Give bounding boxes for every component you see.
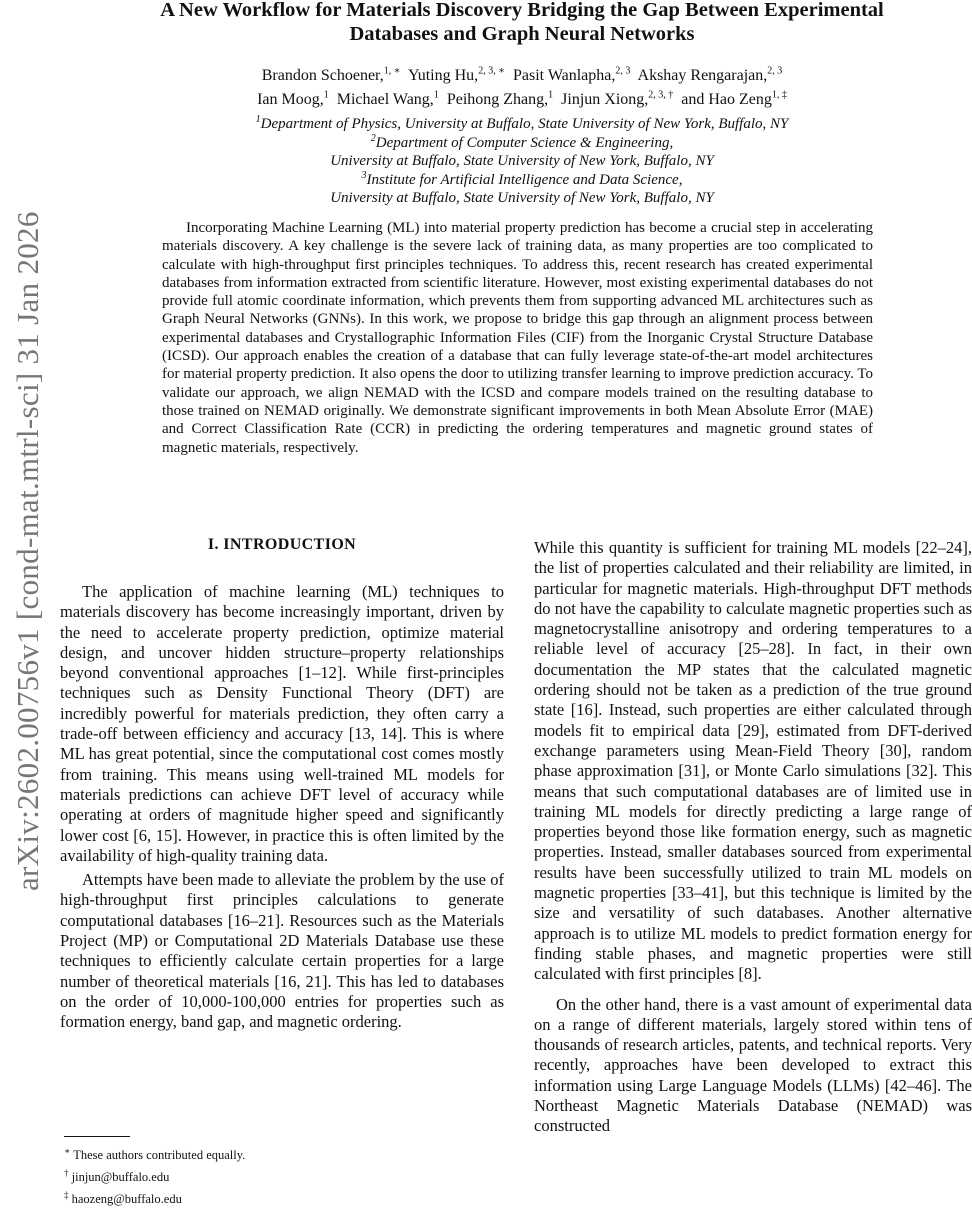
arxiv-sidebar-stamp: arXiv:2602.00756v1 [cond-mat.mtrl-sci] 31 Jan 2026 bbox=[10, 211, 45, 891]
title-line-2: Databases and Graph Neural Networks bbox=[349, 23, 695, 45]
author-name: and Hao Zeng bbox=[681, 91, 772, 108]
section-heading-introduction: I. INTRODUCTION bbox=[207, 536, 357, 553]
author-affiliation-mark: 1, ‡ bbox=[771, 89, 787, 101]
author-line-1 bbox=[60, 64, 972, 88]
abstract-text: Incorporating Machine Learning (ML) into material property prediction has become a crucial step in accelerating materials discovery. A key challenge is the severe lack of training data, as many properties are too complicated to calculate with high-throughput first principles techniques. To address this, recent research has created experimental databases from information extracted from scientific literature. However, most existing experimental databases do not provide full atomic coordinate information, which prevents them from supporting advanced ML architectures such as Graph Neural Networks (GNNs). In this work, we propose to bridge this gap through an alignment process between experimental databases and Crystallographic Information Files (CIF) from the Inorganic Crystal Structure Database (ICSD). Our approach enables the creation of a database that can fully leverage state-of-the-art model architectures for material property prediction. It also opens the door to utilizing transfer learning to improve prediction accuracy. To validate our approach, we align NEMAD with the ICSD and compare models trained on the resulting database to those trained on NEMAD originally. We demonstrate significant improvements in both Mean Absolute Error (MAE) and Correct Classification Rate (CCR) in predicting the ordering temperatures and magnetic ground states of magnetic materials, respectively. bbox=[162, 220, 873, 456]
title-line-1: A New Workflow for Materials Discovery Bridging the Gap Between Experimental bbox=[160, 0, 884, 21]
affiliation-2-line-2: University at Buffalo, State University of New York, Buffalo, NY bbox=[330, 153, 714, 169]
footnote-text: haozeng@buffalo.edu bbox=[71, 1192, 182, 1207]
paper-title bbox=[60, 0, 972, 46]
footnote-text: These authors contributed equally. bbox=[73, 1148, 246, 1163]
author-name: Brandon Schoener, bbox=[261, 67, 384, 84]
author-name: Akshay Rengarajan, bbox=[637, 67, 768, 84]
author-line-2 bbox=[60, 88, 972, 112]
affiliation-text: Department of Physics, University at Buffalo, State University of New York, Buffalo, NY bbox=[260, 116, 789, 132]
affiliation-text: Department of Computer Science & Engineering, bbox=[375, 134, 674, 151]
footnote-mark: ‡ bbox=[64, 1190, 69, 1201]
affiliation-1 bbox=[60, 115, 972, 134]
paragraph: The application of machine learning (ML) techniques to materials discovery has become increasingly important, driven by the need to accelerate property prediction, optimize material design, and uncover hidden structure–property relationships beyond conventional approaches [1–12]. While first-principles techniques such as Density Functional Theory (DFT) are incredibly powerful for materials prediction, they often carry a trade-off between efficiency and accuracy [13, 14]. This is where ML has great potential, since the computational cost comes mostly from training. This means using well-trained ML models for materials predictions can achieve DFT level of accuracy while operating at orders of magnitude higher speed and significantly lower cost [6, 15]. However, in practice this is often limited by the availability of high-quality training data. bbox=[60, 582, 504, 865]
body-column-left bbox=[60, 582, 504, 1033]
affiliation-3 bbox=[60, 171, 972, 190]
footnote-mark: † bbox=[64, 1168, 69, 1179]
affiliation-3-line-2: University at Buffalo, State University of New York, Buffalo, NY bbox=[330, 190, 714, 206]
author-affiliation-mark: 2, 3, † bbox=[648, 89, 674, 101]
author-affiliation-mark: 2, 3, ∗ bbox=[478, 65, 505, 77]
paragraph: On the other hand, there is a vast amount of experimental data on a range of different materials, largely stored within tens of thousands of research articles, patents, and technical reports. Very recently, approaches have been developed to extract this information using Large Language Models (LLMs) [42–46]. The Northeast Magnetic Materials Database (NEMAD) was constructed bbox=[534, 994, 972, 1136]
affiliation-text: Institute for Artificial Intelligence and Data Science, bbox=[366, 171, 683, 188]
author-name: Peihong Zhang, bbox=[446, 91, 549, 108]
body-column-right bbox=[534, 538, 972, 1137]
author-name: Michael Wang, bbox=[336, 91, 434, 108]
author-list bbox=[60, 64, 972, 112]
author-affiliation-mark: 1 bbox=[323, 89, 329, 101]
affiliation-mark: 2 bbox=[370, 132, 376, 144]
author-affiliation-mark: 1, ∗ bbox=[383, 65, 401, 77]
footnotes bbox=[64, 1142, 504, 1208]
author-name: Ian Moog, bbox=[257, 91, 324, 108]
affiliation-mark: 1 bbox=[255, 114, 261, 125]
author-name: Jinjun Xiong, bbox=[561, 91, 649, 108]
author-affiliation-mark: 1 bbox=[548, 89, 554, 101]
footnote-divider bbox=[64, 1136, 130, 1137]
affiliations bbox=[60, 115, 972, 208]
footnote-text: jinjun@buffalo.edu bbox=[71, 1170, 170, 1185]
abstract bbox=[162, 219, 873, 457]
footnote-mark: ∗ bbox=[64, 1146, 71, 1156]
footnote bbox=[64, 1142, 504, 1164]
author-affiliation-mark: 2, 3 bbox=[615, 65, 631, 77]
author-name: Pasit Wanlapha, bbox=[512, 67, 616, 84]
author-name: Yuting Hu, bbox=[407, 67, 479, 84]
author-affiliation-mark: 2, 3 bbox=[767, 65, 783, 77]
author-affiliation-mark: 1 bbox=[433, 89, 439, 101]
footnote bbox=[64, 1164, 504, 1186]
paragraph: Attempts have been made to alleviate the problem by the use of high-throughput first principles calculations to generate computational databases [16–21]. Resources such as the Materials Project (MP) or Computational 2D Materials Database use these techniques to efficiently calculate certain properties for a large number of theoretical materials [16, 21]. This has led to databases on the order of 10,000-100,000 entries for properties such as formation energy, band gap, and magnetic ordering. bbox=[60, 870, 504, 1032]
affiliation-2 bbox=[60, 134, 972, 153]
footnote bbox=[64, 1186, 504, 1208]
affiliation-mark: 3 bbox=[361, 169, 367, 181]
paragraph: While this quantity is sufficient for training ML models [22–24], the list of properties calculated and their reliability are limited, in particular for magnetic materials. High-throughput DFT methods do not have the capability to calculate magnetic properties such as magnetocrystalline anisotropy and ordering temperatures to a reliable level of accuracy [25–28]. In fact, in their own documentation the MP states that the calculated magnetic ordering should not be taken as a prediction of the true ground state [16]. Instead, such properties are either calculated through models fit to empirical data [29], estimated from DFT-derived exchange parameters using Mean-Field Theory [30], random phase approximation [31], or Monte Carlo simulations [32]. This means that such computational databases are of limited use in training ML models for directly predicting a large range of properties beyond those like formation energy, such as magnetic properties. Instead, smaller databases sourced from experimental results have been successfully utilized to train ML models on magnetic properties [33–41], but this technique is limited by the size and versatility of such databases. Another alternative approach is to utilize ML models to predict formation energy for finding stable phases, and magnetic properties were still calculated with first principles [8]. bbox=[534, 538, 972, 984]
